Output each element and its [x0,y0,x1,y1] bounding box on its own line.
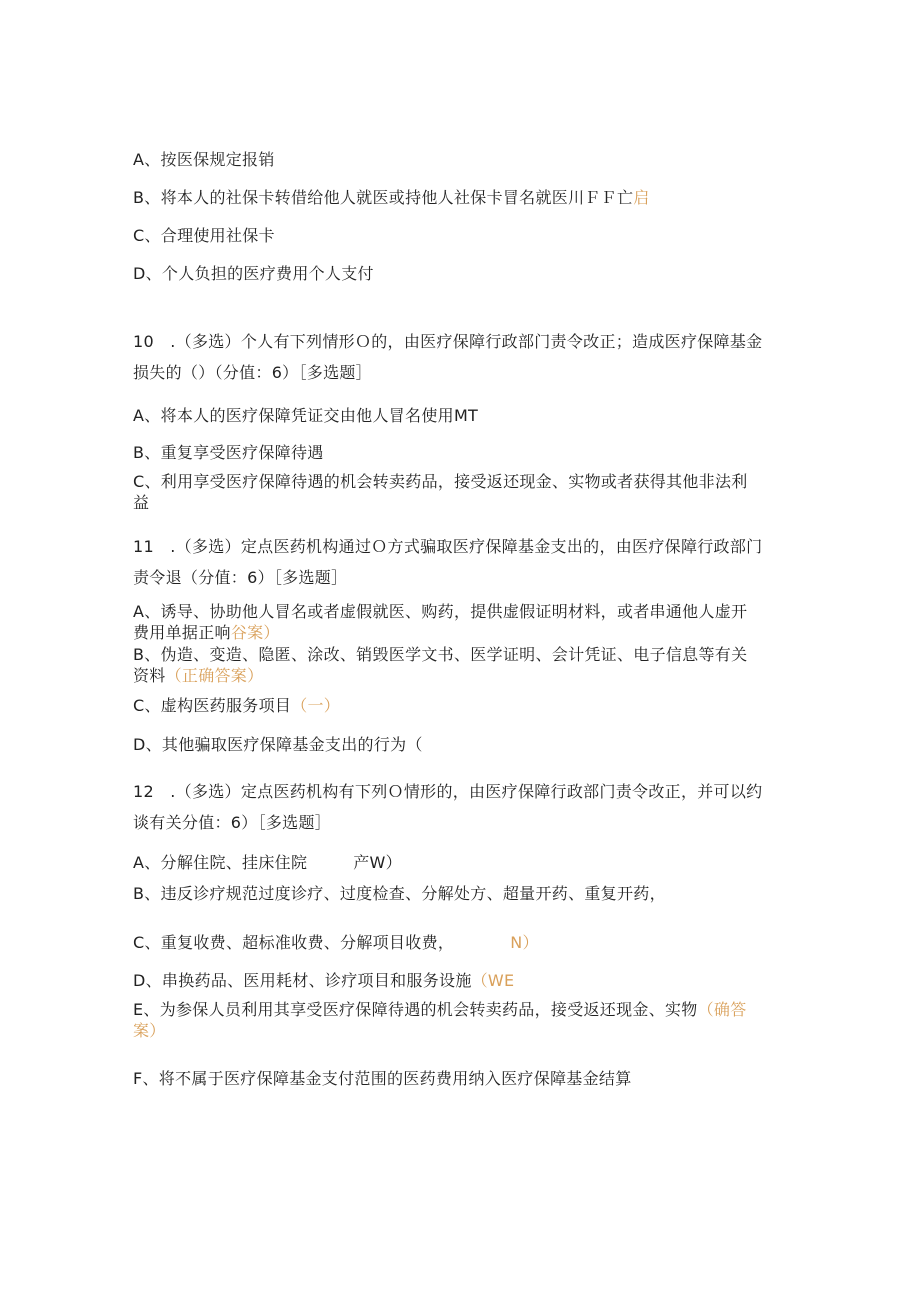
answer-mark: （确答 [697,1000,747,1019]
option-c-text: C、重复收费、超标准收费、分解项目收费， [133,933,455,952]
answer-mark: （WE [471,971,515,990]
option-b: B、伪造、变造、隐匿、涂改、销毁医学文书、医学证明、会计凭证、电子信息等有关 [133,645,748,664]
option-b-text: B、将本人的社保卡转借给他人就医或持他人社保卡冒名就医川ＦＦ亡 [133,188,634,207]
option-d: D、个人负担的医疗费用个人支付 [133,264,374,283]
question-11-text-cont: 责令退（分值：6）［多选题］ [133,568,348,587]
option-a-tail: 产W） [353,853,402,872]
option-c: C、利用享受医疗保障待遇的机会转卖药品，接受返还现金、实物或者获得其他非法利 [133,472,748,491]
option-a [133,853,793,873]
option-a: A、将本人的医疗保障凭证交由他人冒名使用MT [133,406,479,425]
question-10-text: 10 .（多选）个人有下列情形Ｏ的，由医疗保障行政部门责令改正；造成医疗保障基金 [133,332,763,351]
option-a-text: 费用单据正响 [133,623,231,642]
question-12-text-cont: 谈有关分值：6）［多选题］ [133,813,332,832]
option-a-text: A、分解住院、挂床住院 [133,853,308,872]
question-10-text-cont: 损失的（）（分值：6）［多选题］ [133,363,372,382]
option-d [133,971,793,991]
option-b-cont [133,666,793,686]
option-b [133,188,793,208]
question-12-text: 12 .（多选）定点医药机构有下列Ｏ情形的，由医疗保障行政部门责令改正，并可以约 [133,782,763,801]
option-d: D、其他骗取医疗保障基金支出的行为（ [133,735,423,754]
option-c-text: C、虚构医药服务项目 [133,696,292,715]
option-e [133,1000,793,1020]
answer-mark: N） [510,933,539,952]
option-b-text: 资料 [133,666,166,685]
option-c: C、合理使用社保卡 [133,226,275,245]
option-b: B、违反诊疗规范过度诊疗、过度检查、分解处方、超量开药、重复开药， [133,884,666,903]
option-c-cont: 益 [133,493,150,512]
option-c [133,696,793,716]
option-d-text: D、串换药品、医用耗材、诊疗项目和服务设施 [133,971,472,990]
option-a: A、诱导、协助他人冒名或者虚假就医、购药，提供虚假证明材料，或者串通他人虚开 [133,602,748,621]
option-a: A、按医保规定报销 [133,150,275,169]
option-e-text: E、为参保人员利用其享受医疗保障待遇的机会转卖药品，接受返还现金、实物 [133,1000,698,1019]
option-e-cont [133,1021,793,1041]
option-f: F、将不属于医疗保障基金支付范围的医药费用纳入医疗保障基金结算 [133,1069,632,1088]
option-a-cont [133,623,793,643]
option-c [133,933,793,953]
answer-mark: 启 [633,188,650,207]
answer-mark: （正确答案） [165,666,264,685]
answer-mark: 谷案） [230,623,280,642]
option-b: B、重复享受医疗保障待遇 [133,443,324,462]
answer-mark: （一） [291,696,341,715]
answer-mark: 案） [133,1021,166,1040]
question-11-text: 11 .（多选）定点医药机构通过Ｏ方式骗取医疗保障基金支出的，由医疗保障行政部门 [133,537,763,556]
